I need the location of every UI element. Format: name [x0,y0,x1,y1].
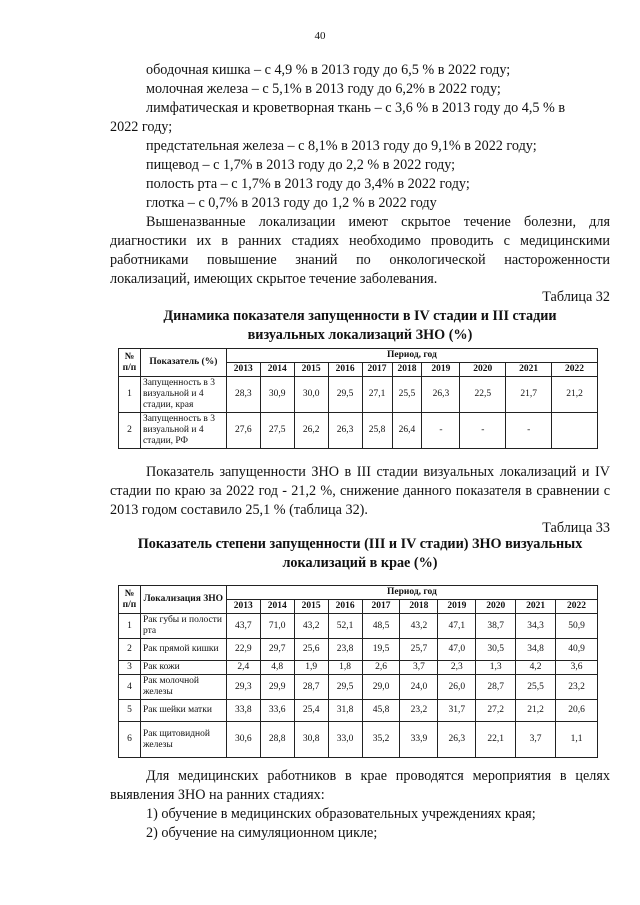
value-cell: 28,3 [226,377,260,413]
year-header: 2021 [516,600,556,614]
year-header: 2019 [438,600,476,614]
value-cell: 30,6 [226,722,260,758]
value-cell: 30,5 [476,639,516,661]
value-cell: 3,6 [556,661,598,675]
value-cell: 26,2 [294,413,328,449]
value-cell: 21,7 [506,377,552,413]
value-cell: 26,3 [438,722,476,758]
table-row [119,413,598,449]
year-header: 2020 [460,363,506,377]
value-cell: 30,9 [260,377,294,413]
value-cell: 25,8 [362,413,392,449]
value-cell: 33,6 [260,700,294,722]
value-cell: 22,1 [476,722,516,758]
localization-list [110,61,610,213]
row-label: Рак молочной железы [140,675,226,700]
row-label: Рак губы и полости рта [140,614,226,639]
value-cell: 34,3 [516,614,556,639]
value-cell: 19,5 [362,639,400,661]
header-number: № п/п [119,586,141,614]
row-label: Рак щитовидной железы [140,722,226,758]
value-cell: 26,0 [438,675,476,700]
value-cell: 21,2 [516,700,556,722]
paragraph-measures-intro: Для медицинских работников в крае проводятся мероприятия в целях выявления ЗНО на ранних стадиях: [110,768,610,803]
header-indicator: Показатель (%) [140,349,226,377]
table-row [119,700,598,722]
value-cell: 22,9 [226,639,260,661]
year-header: 2020 [476,600,516,614]
row-label: Рак прямой кишки [140,639,226,661]
value-cell: 26,3 [328,413,362,449]
value-cell: 22,5 [460,377,506,413]
year-header: 2022 [556,600,598,614]
value-cell: 35,2 [362,722,400,758]
value-cell: 50,9 [556,614,598,639]
list-item: ободочная кишка – с 4,9 % в 2013 году до 6,5 % в 2022 году; [146,62,511,78]
year-header: 2021 [506,363,552,377]
row-number: 1 [119,377,141,413]
year-header: 2013 [226,363,260,377]
measures-list [110,805,610,843]
list-item: предстательная железа – с 8,1% в 2013 году до 9,1% в 2022 году; [146,138,537,154]
list-item: лимфатическая и кроветворная ткань – с 3,6 % в 2013 году до 4,5 % в [146,100,566,116]
table-row [119,675,598,700]
row-number: 3 [119,661,141,675]
value-cell: 25,7 [400,639,438,661]
value-cell: 27,1 [362,377,392,413]
value-cell: 43,2 [400,614,438,639]
table32 [118,348,598,449]
value-cell: 52,1 [328,614,362,639]
value-cell: 43,2 [294,614,328,639]
header-number: № п/п [119,349,141,377]
year-header: 2015 [294,600,328,614]
value-cell: 30,8 [294,722,328,758]
table-row [119,639,598,661]
value-cell: 47,1 [438,614,476,639]
value-cell: 28,7 [294,675,328,700]
value-cell: 28,8 [260,722,294,758]
value-cell: 43,7 [226,614,260,639]
list-item: пищевод – с 1,7% в 2013 году до 2,2 % в 2022 году; [146,157,456,173]
value-cell: 30,0 [294,377,328,413]
value-cell: 27,6 [226,413,260,449]
value-cell: 2,4 [226,661,260,675]
value-cell: 47,0 [438,639,476,661]
value-cell: 33,0 [328,722,362,758]
value-cell: 24,0 [400,675,438,700]
table33-title: Показатель степени запущенности (III и IV стадии) ЗНО визуальных локализаций в крае (%) [137,536,583,571]
header-localization: Локализация ЗНО [140,586,226,614]
value-cell: 29,5 [328,377,362,413]
value-cell: 23,2 [556,675,598,700]
year-header: 2017 [362,600,400,614]
value-cell: 29,5 [328,675,362,700]
table-row [119,377,598,413]
row-number: 1 [119,614,141,639]
value-cell: 25,5 [516,675,556,700]
value-cell: 29,7 [260,639,294,661]
year-header: 2015 [294,363,328,377]
value-cell: 23,2 [400,700,438,722]
year-header: 2013 [226,600,260,614]
year-header: 2016 [328,600,362,614]
header-period: Период, год [226,349,597,363]
table-row [119,722,598,758]
year-header: 2018 [400,600,438,614]
value-cell: 34,8 [516,639,556,661]
page-number: 40 [314,30,326,42]
value-cell: 25,4 [294,700,328,722]
value-cell: 71,0 [260,614,294,639]
value-cell: 38,7 [476,614,516,639]
paragraph-latent-localizations: Вышеназванные локализации имеют скрытое течение болезни, для диагностики их в ранних стадиях необходимо проводить с медицинскими работниками повышение знаний по онкологической настороженности локализаций, имеющих скрытое течение заболевания. [110,214,610,287]
value-cell: - [460,413,506,449]
value-cell: 45,8 [362,700,400,722]
row-number: 2 [119,413,141,449]
table-row [119,614,598,639]
row-number: 6 [119,722,141,758]
year-header: 2014 [260,600,294,614]
list-item: молочная железа – с 5,1% в 2013 году до 6,2% в 2022 году; [146,81,501,97]
value-cell: 21,2 [552,377,598,413]
value-cell: 26,4 [392,413,422,449]
value-cell: 31,7 [438,700,476,722]
row-number: 5 [119,700,141,722]
year-header: 2022 [552,363,598,377]
value-cell: 33,8 [226,700,260,722]
value-cell: 29,9 [260,675,294,700]
value-cell: 29,0 [362,675,400,700]
list-item: полость рта – с 1,7% в 2013 году до 3,4% в 2022 году; [146,176,470,192]
value-cell: 4,8 [260,661,294,675]
paragraph-neglect-summary: Показатель запущенности ЗНО в III стадии визуальных локализаций и IV стадии по краю за 2022 год - 21,2 %, снижение данного показателя в сравнении с 2013 годом составило 25,1 % (таблица 32). [110,464,610,518]
year-header: 2016 [328,363,362,377]
value-cell: 3,7 [516,722,556,758]
year-header: 2019 [422,363,460,377]
row-label: Рак шейки матки [140,700,226,722]
value-cell: 48,5 [362,614,400,639]
value-cell: 26,3 [422,377,460,413]
header-period: Период, год [226,586,597,600]
value-cell: 1,1 [556,722,598,758]
table33 [118,585,598,758]
value-cell: - [506,413,552,449]
value-cell: 40,9 [556,639,598,661]
value-cell: 2,3 [438,661,476,675]
value-cell: 20,6 [556,700,598,722]
year-header: 2017 [362,363,392,377]
row-number: 4 [119,675,141,700]
value-cell: - [422,413,460,449]
value-cell: 3,7 [400,661,438,675]
value-cell: 1,8 [328,661,362,675]
row-label: Запущенность в 3 визуальной и 4 стадии, края [140,377,226,413]
table-row [119,661,598,675]
row-label: Запущенность в 3 визуальной и 4 стадии, РФ [140,413,226,449]
list-item: глотка – с 0,7% в 2013 году до 1,2 % в 2022 году [146,195,437,211]
value-cell: 2,6 [362,661,400,675]
table33-label: Таблица 33 [542,520,610,536]
value-cell: 29,3 [226,675,260,700]
value-cell: 27,5 [260,413,294,449]
value-cell: 23,8 [328,639,362,661]
year-header: 2018 [392,363,422,377]
value-cell: 31,8 [328,700,362,722]
value-cell [552,413,598,449]
value-cell: 25,5 [392,377,422,413]
year-header: 2014 [260,363,294,377]
value-cell: 1,9 [294,661,328,675]
row-number: 2 [119,639,141,661]
value-cell: 27,2 [476,700,516,722]
value-cell: 28,7 [476,675,516,700]
row-label: Рак кожи [140,661,226,675]
table32-label: Таблица 32 [542,289,610,305]
value-cell: 33,9 [400,722,438,758]
measure-item: 2) обучение на симуляционном цикле; [146,825,378,841]
value-cell: 1,3 [476,661,516,675]
value-cell: 25,6 [294,639,328,661]
table32-title: Динамика показателя запущенности в IV стадии и III стадии визуальных локализаций ЗНО (%) [163,308,557,343]
measure-item: 1) обучение в медицинских образовательных учреждениях края; [146,806,536,822]
value-cell: 4,2 [516,661,556,675]
list-item-continuation: 2022 году; [110,119,173,135]
